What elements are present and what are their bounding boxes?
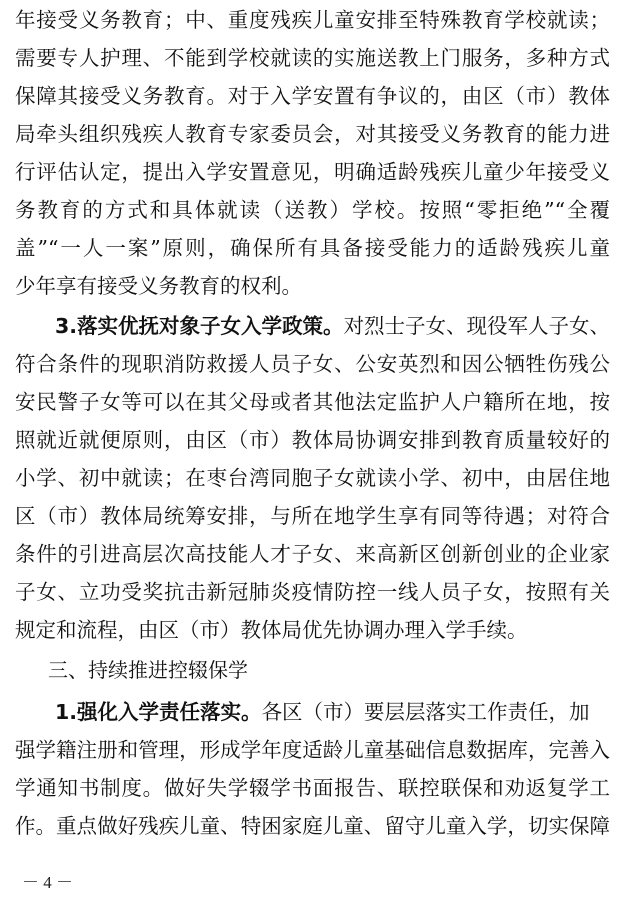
text-line: 强学籍注册和管理，形成学年度适龄儿童基础信息数据库，完善入	[15, 738, 610, 762]
text-line: 子女、立功受奖抗击新冠肺炎疫情防控一线人员子女，按照有关	[15, 580, 610, 604]
text-line: 规定和流程，由区（市）教体局优先协调办理入学手续。	[15, 618, 528, 642]
text-line: 行评估认定，提出入学安置意见，明确适龄残疾儿童少年接受义	[15, 160, 610, 184]
section-1-heading-line	[0, 692, 618, 732]
text-line: 小学、初中就读；在枣台湾同胞子女就读小学、初中，由居住地	[15, 466, 610, 490]
section-1-heading-rest: 各区（市）要层层落实工作责任，加	[261, 700, 590, 724]
text-line: 区（市）教体局统筹安排，与所在地学生享有同等待遇；对符合	[15, 504, 610, 528]
text-line: 少年享有接受义务教育的权利。	[15, 274, 302, 298]
text-line: 需要专人护理、不能到学校就读的实施送教上门服务，多种方式	[15, 46, 610, 70]
text-line: 符合条件的现职消防救援人员子女、公安英烈和因公牺牲伤残公	[15, 352, 610, 376]
text-line: 学通知书制度。做好失学辍学书面报告、联控联保和劝返复学工	[15, 776, 610, 800]
text-line: 条件的引进高层次高技能人才子女、来高新区创新创业的企业家	[15, 542, 610, 566]
text-line: 盖”“一人一案”原则，确保所有具备接受能力的适龄残疾儿童	[15, 236, 610, 260]
text-line: 保障其接受义务教育。对于入学安置有争议的，由区（市）教体	[15, 84, 610, 108]
text-line: 作。重点做好残疾儿童、特困家庭儿童、留守儿童入学，切实保障	[15, 814, 610, 838]
part-3-title: 三、持续推进控辍保学	[48, 658, 248, 682]
section-3-heading: 3.落实优抚对象子女入学政策。	[55, 314, 344, 338]
text-line: 务教育的方式和具体就读（送教）学校。按照“零拒绝”“全覆	[15, 198, 610, 222]
text-line: 安民警子女等可以在其父母或者其他法定监护人户籍所在地，按	[15, 390, 610, 414]
text-line: 年接受义务教育；中、重度残疾儿童安排至特殊教育学校就读；	[15, 8, 610, 32]
text-line: 照就近就便原则，由区（市）教体局协调安排到教育质量较好的	[15, 428, 610, 452]
page-number: － 4 －	[22, 873, 73, 892]
section-3-heading-line	[0, 306, 618, 346]
text-line: 局牵头组织残疾人教育专家委员会，对其接受义务教育的能力进	[15, 122, 610, 146]
section-3-heading-rest: 对烈士子女、现役军人子女、	[343, 314, 611, 338]
section-1-heading: 1.强化入学责任落实。	[55, 700, 262, 724]
